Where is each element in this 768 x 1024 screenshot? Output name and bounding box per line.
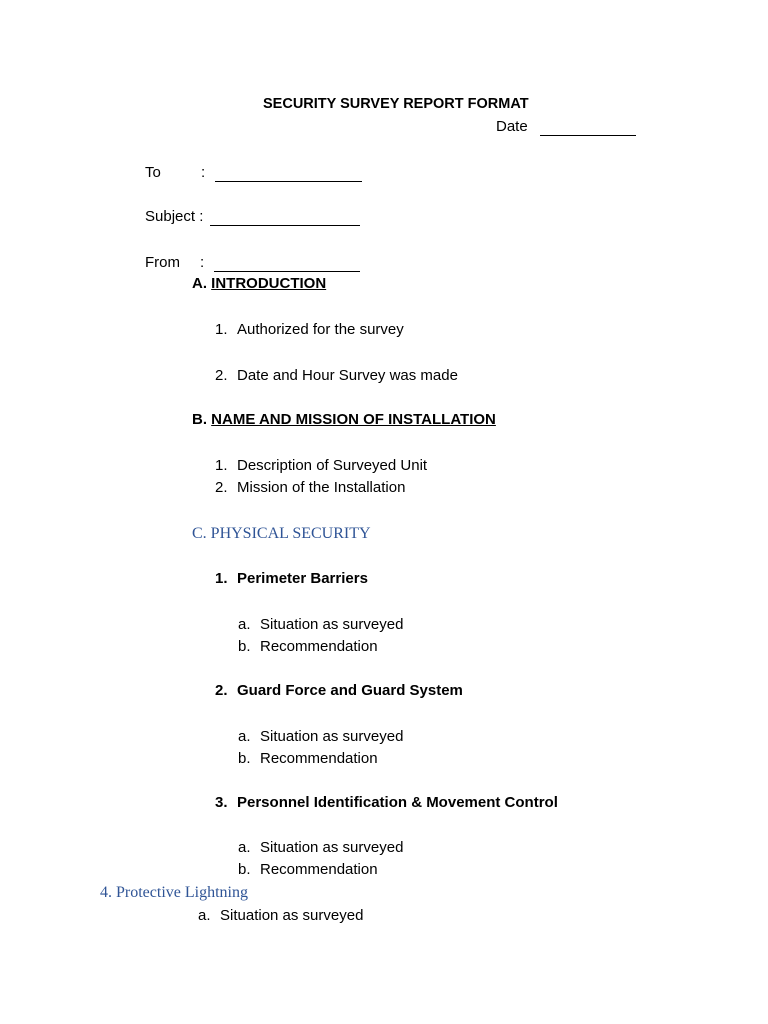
to-blank-line[interactable]: [215, 167, 362, 182]
item-text: Recommendation: [260, 750, 378, 767]
item-number: 2.: [215, 479, 228, 496]
item-number: 1.: [215, 321, 228, 338]
list-item: [238, 861, 378, 879]
to-field[interactable]: [145, 164, 362, 182]
subsection-heading: [215, 570, 368, 588]
subsection-number: 1.: [215, 570, 228, 587]
subsection-number: 2.: [215, 682, 228, 699]
list-item: [238, 616, 403, 634]
date-blank-line[interactable]: [540, 121, 636, 136]
item-number: 1.: [215, 457, 228, 474]
subsection-number: 3.: [215, 794, 228, 811]
item-text: Description of Surveyed Unit: [237, 457, 428, 474]
subsection-title: Perimeter Barriers: [237, 570, 368, 587]
list-item: [238, 839, 403, 857]
list-item: [238, 728, 403, 746]
item-text: Authorized for the survey: [237, 321, 404, 338]
item-text: Recommendation: [260, 861, 378, 878]
section-b-prefix: B.: [192, 411, 207, 428]
from-colon: :: [200, 254, 205, 271]
subsection-heading: [215, 794, 558, 812]
subject-field[interactable]: [145, 208, 360, 226]
document-title: SECURITY SURVEY REPORT FORMAT: [263, 96, 529, 112]
item-letter: b.: [238, 638, 251, 655]
item-text: Situation as surveyed: [220, 907, 364, 924]
item-letter: a.: [238, 728, 251, 745]
subsection-title: Guard Force and Guard System: [237, 682, 463, 699]
item-letter: b.: [238, 750, 251, 767]
to-label: To: [145, 164, 161, 181]
section-a-prefix: A.: [192, 275, 207, 292]
section-c-heading: C. PHYSICAL SECURITY: [192, 525, 371, 542]
item-text: Mission of the Installation: [237, 479, 406, 496]
list-item: [238, 750, 378, 768]
section-a-title: INTRODUCTION: [211, 275, 327, 292]
list-item: [238, 638, 378, 656]
to-colon: :: [201, 164, 206, 181]
item-letter: b.: [238, 861, 251, 878]
section-b-heading: [192, 411, 496, 429]
list-item: [215, 321, 404, 339]
subject-blank-line[interactable]: [210, 211, 360, 226]
date-field[interactable]: [496, 118, 636, 136]
section-a-heading: [192, 275, 326, 293]
section-4-heading: 4. Protective Lightning: [100, 884, 248, 901]
item-text: Date and Hour Survey was made: [237, 367, 458, 384]
list-item: [215, 367, 458, 385]
from-field[interactable]: [145, 254, 360, 272]
subsection-title: Personnel Identification & Movement Control: [237, 794, 558, 811]
item-text: Situation as surveyed: [260, 616, 404, 633]
list-item: [198, 907, 363, 925]
item-letter: a.: [198, 907, 211, 924]
item-number: 2.: [215, 367, 228, 384]
item-text: Recommendation: [260, 638, 378, 655]
from-blank-line[interactable]: [214, 257, 360, 272]
subject-label: Subject :: [145, 208, 204, 225]
item-text: Situation as surveyed: [260, 839, 404, 856]
item-letter: a.: [238, 616, 251, 633]
subsection-heading: [215, 682, 463, 700]
item-letter: a.: [238, 839, 251, 856]
list-item: [215, 479, 405, 497]
section-b-title: NAME AND MISSION OF INSTALLATION: [211, 411, 496, 428]
date-label: Date: [496, 118, 528, 135]
from-label: From: [145, 254, 180, 271]
item-text: Situation as surveyed: [260, 728, 404, 745]
list-item: [215, 457, 427, 475]
